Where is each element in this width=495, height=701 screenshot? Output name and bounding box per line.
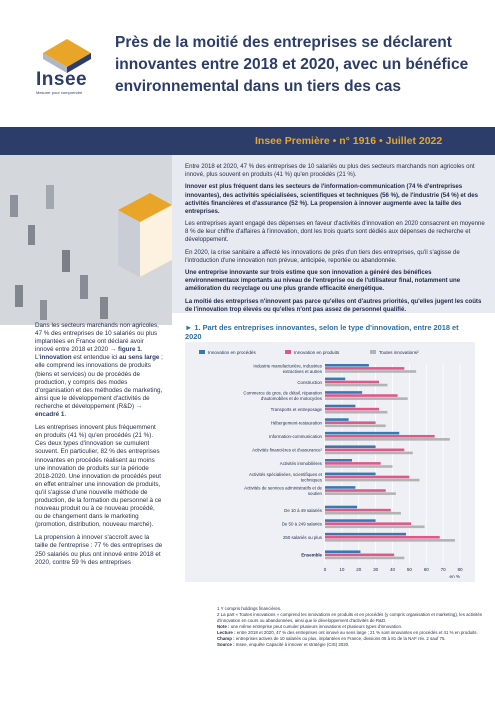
bar: [325, 465, 393, 468]
bar: [325, 533, 406, 536]
category-label: Activités financières et d'assurance¹: [252, 447, 322, 453]
legend-swatch: [370, 350, 376, 354]
x-tick-label: 80: [457, 567, 463, 572]
note-source: [217, 642, 485, 648]
source-label: Source :: [217, 642, 235, 647]
bar: [325, 449, 404, 452]
body-text-run: est entendue ici: [71, 354, 120, 362]
logo-tagline: Mesurer pour comprendre: [36, 90, 83, 95]
summary-paragraph-1: Entre 2018 et 2020, 47 % des entreprises de 10 salariés ou plus des secteurs marchands non agricoles ont innové, plus souvent en produits (41 %) qu'en procédés (21 %).: [185, 163, 475, 179]
note-2: 2 La part « Toutes innovations » comprend les innovations en produits et en procédés (y compris organisation et marketing), les activités d'innovation en cours ou abandonnées, ainsi que le développement d'activités de R&D.: [217, 612, 482, 623]
x-tick-label: 70: [440, 567, 446, 572]
body-text-run: .: [64, 411, 67, 419]
bar: [325, 452, 413, 455]
bar: [325, 384, 387, 387]
reading-text: entre 2018 et 2020, 47 % des entreprises ont innové au sens large ; 21 % sont innovantes en procédés et 41 % en produits.: [236, 630, 478, 635]
page-title: Près de la moitié des entreprises se déclarent innovantes entre 2018 et 2020, avec un bénéfice environnemental dans un tiers des cas: [115, 34, 469, 95]
x-tick-label: 30: [373, 567, 379, 572]
bar: [325, 424, 386, 427]
bar: [325, 405, 355, 408]
bar: [325, 539, 455, 542]
summary-paragraph-3: Les entreprises ayant engagé des dépenses en faveur d'activités d'innovation en 2020 consacrent en moyenne 8 % de leur chiffre d'affaires à l'innovation, dont les trois quarts sont dédiés aux dépenses de recherche et développement.: [185, 220, 485, 244]
bar: [325, 364, 369, 367]
category-label: Hébergement-restauration: [270, 420, 322, 426]
body-paragraph-2: Les entreprises innovent plus fréquemment en produits (41 %) qu'en procédés (21 %). Ces deux types d'innovation se cumulent souvent. En particulier, 82 % des entreprises innovantes en procédés réalisent au moins une innovation de produits sur la période 2018-2020. Une innovation de procédés peut en effet entraîner une innovation de produits, qu'il s'agisse d'une nouvelle méthode de production, de la formation du personnel à ce nouveau produit ou à ce nouveau procédé, ou de changement dans le marketing (promotion, distribution, nouveau marché).: [35, 424, 162, 529]
bar: [325, 394, 398, 397]
category-label: 250 salariés ou plus: [282, 535, 322, 541]
bar: [325, 462, 381, 465]
bar: [325, 397, 408, 400]
bar: [325, 479, 420, 482]
category-label: Information-communication: [269, 434, 322, 440]
encadre-1-link[interactable]: → encadré 1: [35, 402, 143, 419]
x-tick-label: 0: [323, 567, 327, 572]
cover-photo: [0, 155, 172, 325]
body-text-run: ; elle comprend les innovations de produits (biens et services) ou de procédés de production, y compris des modes d'organisation et des méthodes de marketing, ainsi que le développement d'activités de recherche et développement (R&D): [35, 354, 163, 410]
reading-label: Lecture :: [217, 630, 236, 635]
body-text-run: . L': [35, 346, 143, 362]
category-label: Construction: [297, 379, 322, 385]
figure-1-link[interactable]: → figure 1: [109, 346, 141, 354]
summary-paragraph-4: En 2020, la crise sanitaire a affecté les innovations de près d'un tiers des entreprises, qu'il s'agisse de l'introduction d'une innovation non prévue, anticipée, reportée ou abandonnée.: [185, 248, 460, 264]
category-label: soutien: [307, 490, 322, 496]
category-label: Activités immobilières: [279, 461, 322, 467]
bar: [325, 506, 357, 509]
x-tick-label: 20: [356, 567, 362, 572]
publication-reference: Insee Première • n° 1916 • Juillet 2022: [255, 135, 443, 147]
note-text: une même entreprise peut cumuler plusieurs innovations et plusieurs types d'innovation.: [230, 624, 403, 629]
body-paragraph-1: [35, 322, 163, 419]
bar: [325, 522, 411, 525]
summary-text: [185, 163, 485, 318]
bar: [325, 492, 396, 495]
category-label: techniques: [300, 477, 322, 483]
note-1: 1 Y compris holdings financières.: [217, 606, 282, 611]
bar: [325, 550, 360, 553]
bar: [325, 408, 379, 411]
category-label: Ensemble: [301, 552, 322, 558]
bar: [325, 411, 387, 414]
x-tick-label: 50: [406, 567, 412, 572]
bar: [325, 367, 404, 370]
chart-panel: [185, 342, 475, 582]
bar: [325, 486, 355, 489]
broad-sense-term: au sens large: [119, 354, 160, 362]
bar: [325, 418, 349, 421]
bar: [325, 509, 391, 512]
bar: [325, 378, 345, 381]
body-column: [35, 322, 163, 572]
category-label: extractives et autres: [282, 368, 322, 374]
scope-text: entreprises actives de 10 salariés ou plus, implantées en France, divisions 05 à 81 de la NAF rév. 2 sauf 75.: [235, 636, 446, 641]
bar: [325, 445, 376, 448]
summary-paragraph-5: Une entreprise innovante sur trois estime que son innovation a généré des bénéfices environnementaux importants au niveau de l'entreprise ou de l'utilisateur final, notamment une amélioration du recyclage ou une plus grande efficacité énergétique.: [185, 269, 461, 293]
innovation-term: innovation: [39, 354, 72, 362]
chart-title: ► 1. Part des entreprises innovantes, selon le type d'innovation, entre 2018 et 2020: [185, 323, 459, 341]
x-tick-label: 10: [339, 567, 345, 572]
summary-paragraph-6: La moitié des entreprises n'innovent pas parce qu'elles ont d'autres priorités, qu'elles jugent les coûts de l'innovation trop élevés ou qu'elles n'ont pas assez de personnel qualifié.: [185, 297, 482, 313]
category-label: Activités de services administratifs et de: [244, 485, 322, 491]
legend-label: Toutes innovations²: [379, 350, 419, 355]
chart-notes: [217, 606, 485, 648]
legend-label: Innovation en procédés: [208, 350, 256, 355]
logo-wordmark: Insee: [36, 69, 88, 90]
bar: [325, 473, 376, 476]
bar: [325, 438, 450, 441]
category-label: Industrie manufacturière, industries: [253, 363, 322, 369]
legend-label: Innovation en produits: [294, 350, 340, 355]
body-paragraph-3: La propension à innover s'accroît avec la taille de l'entreprise : 77 % des entreprises de 250 salariés ou plus ont innové entre 2018 et 2020, contre 59 % des entreprises: [35, 534, 163, 566]
note-label: Note :: [217, 624, 230, 629]
x-axis-unit: en %: [449, 574, 460, 579]
bar: [325, 370, 416, 373]
bar: [325, 421, 376, 424]
legend-swatch: [199, 350, 205, 354]
body-text-run: Dans les secteurs marchands non agricoles, 47 % des entreprises de 10 salariés ou plus implantées en France ont déclaré avoir innové entre 2018 et 2020: [35, 322, 159, 354]
source-text: Insee, enquête Capacité à innover et stratégie (CIS) 2020.: [235, 642, 350, 647]
bar: [325, 391, 362, 394]
bar: [325, 554, 394, 557]
bar: [325, 381, 379, 384]
bar: [325, 525, 425, 528]
x-tick-label: 40: [389, 567, 396, 572]
chart-title-text: 1. Part des entreprises innovantes, selon le type d'innovation, entre 2018 et 2020: [185, 323, 459, 341]
bar: [325, 557, 404, 560]
category-label: d'automobiles et de motocycles: [260, 395, 322, 401]
bar: [325, 536, 440, 539]
bar: [325, 432, 399, 435]
category-label: Transports et entreposage: [270, 406, 322, 412]
x-tick-label: 60: [423, 567, 429, 572]
bar: [325, 519, 376, 522]
bar: [325, 489, 386, 492]
scope-label: Champ :: [217, 636, 235, 641]
category-label: Commerce de gros, de détail, réparation: [243, 390, 322, 396]
bar: [325, 459, 352, 462]
bar: [325, 435, 435, 438]
legend-swatch: [285, 350, 291, 354]
category-label: Activités spécialisées, scientifiques et: [249, 472, 322, 478]
category-label: De 10 à 49 salariés: [284, 507, 322, 513]
category-label: De 50 à 249 salariés: [281, 521, 322, 527]
bar: [325, 476, 409, 479]
bar-chart: [185, 342, 475, 582]
bar: [325, 512, 401, 515]
summary-paragraph-2: Innover est plus fréquent dans les secteurs de l'information-communication (74 % d'entreprises innovantes), des activités spécialisées, scientifiques et techniques (56 %), de l'industrie (54 %) et des activités financières et d'assurance (52 %). La propension à innover augmente avec la taille des entreprises.: [185, 183, 479, 215]
